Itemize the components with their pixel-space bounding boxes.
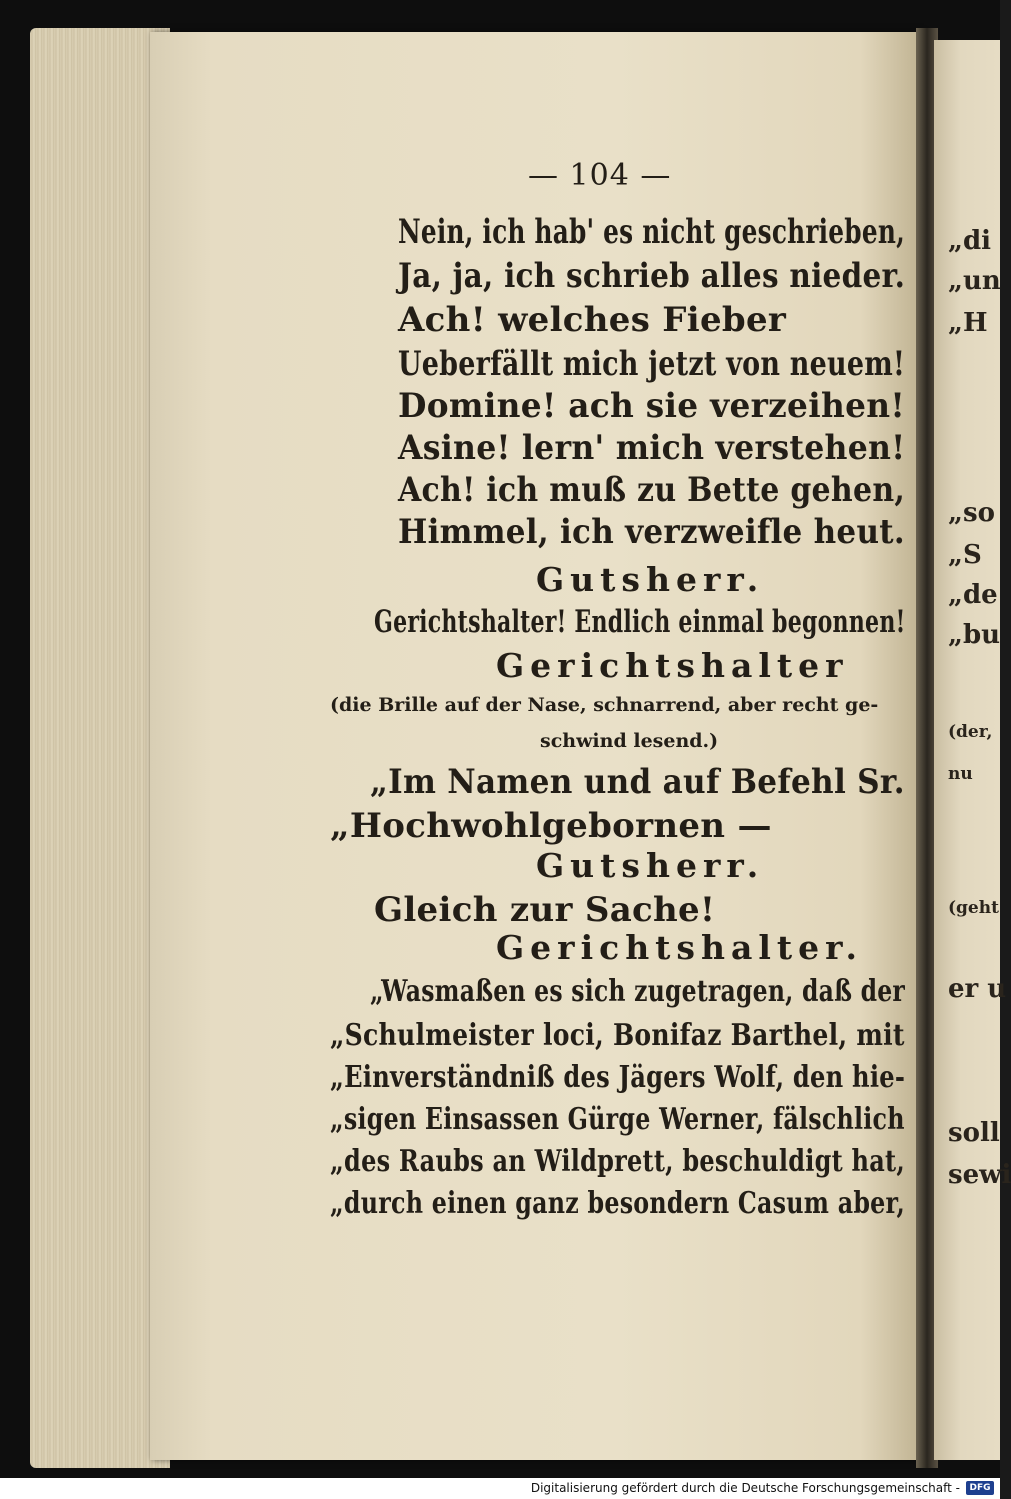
verse-line: Domine! ach sie verzeihen!	[398, 386, 906, 426]
dfg-logo: DFG	[966, 1481, 994, 1495]
speaker-name: Gerichtshalter	[496, 646, 849, 685]
verse-line: Himmel, ich verzweifle heut.	[398, 512, 905, 552]
next-page-fragment: „H	[948, 308, 988, 338]
prose-line: „durch einen ganz besondern Casum aber,	[330, 1186, 906, 1221]
verse-line: Nein, ich hab' es nicht geschrieben,	[398, 212, 905, 252]
verse-line: Gleich zur Sache!	[374, 890, 716, 930]
speaker-name: Gutsherr.	[536, 846, 765, 885]
next-page-fragment: „un	[948, 266, 1001, 296]
verse-line: Ueberfällt mich jetzt von neuem!	[398, 344, 906, 384]
verse-line: „Im Namen und auf Befehl Sr.	[370, 762, 905, 802]
next-page-fragment: soll	[948, 1118, 1000, 1148]
verse-line: Gerichtshalter! Endlich einmal begonnen!	[374, 604, 906, 640]
speaker-name: Gerichtshalter.	[496, 928, 864, 967]
next-page-fragment: (geht	[948, 898, 999, 918]
next-page-fragment: sewi	[948, 1160, 1011, 1190]
next-page-edge	[934, 40, 1011, 1460]
next-page-fragment: (der,	[948, 722, 993, 742]
footer-bar	[0, 1478, 1000, 1499]
next-page-fragment: nu	[948, 764, 973, 784]
footer-credit: Digitalisierung gefördert durch die Deutsche Forschungsgemeinschaft -	[530, 1481, 960, 1495]
next-page-fragment: „bu	[948, 620, 1001, 650]
next-page-fragment: „S	[948, 540, 982, 570]
prose-line: „sigen Einsassen Gürge Werner, fälschlich	[330, 1102, 905, 1137]
next-page-fragment: „de	[948, 580, 998, 610]
prose-line: „Schulmeister loci, Bonifaz Barthel, mit	[330, 1018, 905, 1053]
prose-line: „Wasmaßen es sich zugetragen, daß der	[370, 974, 906, 1009]
stage-direction: schwind lesend.)	[540, 730, 719, 752]
stage-direction: (die Brille auf der Nase, schnarrend, aber recht ge-	[330, 694, 879, 716]
verse-line: Asine! lern' mich verstehen!	[398, 428, 906, 468]
next-page-fragment: er u	[948, 974, 1007, 1004]
prose-line: „des Raubs an Wildprett, beschuldigt hat,	[330, 1144, 905, 1179]
verse-line: Ja, ja, ich schrieb alles nieder.	[398, 256, 906, 296]
verse-line: Ach! ich muß zu Bette gehen,	[398, 470, 906, 510]
verse-line: „Hochwohlgebornen —	[330, 806, 772, 846]
next-page-fragment: „so	[948, 498, 995, 528]
page-edges	[30, 28, 170, 1468]
page-number: — 104 —	[528, 158, 672, 193]
next-page-fragment: „di	[948, 226, 992, 256]
prose-line: „Einverständniß des Jägers Wolf, den hie-	[330, 1060, 906, 1095]
verse-line: Ach! welches Fieber	[398, 300, 787, 340]
speaker-name: Gutsherr.	[536, 560, 765, 599]
